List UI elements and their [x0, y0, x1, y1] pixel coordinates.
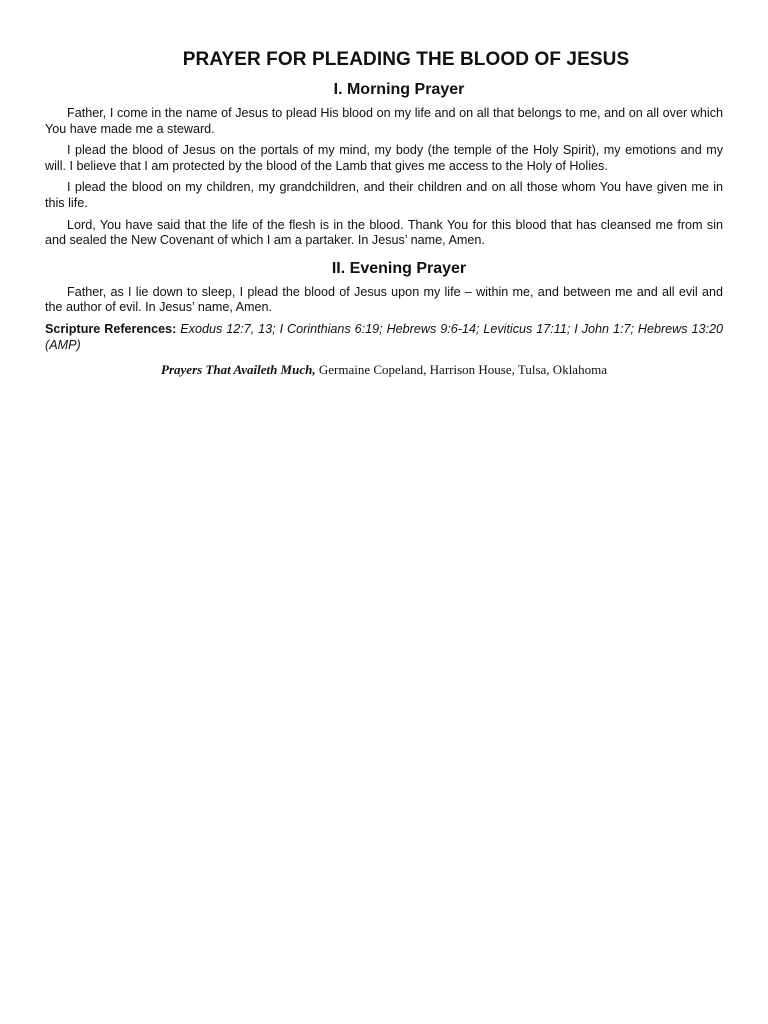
- morning-paragraph: Father, I come in the name of Jesus to plead His blood on my life and on all that belongs to me, and on all over which You have made me a steward.: [45, 106, 723, 136]
- scripture-references: [45, 322, 723, 353]
- morning-paragraph: I plead the blood on my children, my grandchildren, and their children and on all those whom You have given me in this life.: [45, 180, 723, 210]
- morning-paragraph: Lord, You have said that the life of the flesh is in the blood. Thank You for this blood that has cleansed me from sin and sealed the New Covenant of which I am a partaker. In Jesus’ name, Amen.: [45, 217, 723, 248]
- morning-paragraph: I plead the blood of Jesus on the portals of my mind, my body (the temple of the Holy Spirit), my emotions and my will. I believe that I am protected by the blood of the Lamb that gives me access to the Holy of Holies.: [45, 143, 723, 173]
- document-title: PRAYER FOR PLEADING THE BLOOD OF JESUS: [182, 49, 630, 70]
- source-details: Germaine Copeland, Harrison House, Tulsa, Oklahoma: [318, 362, 607, 378]
- section-heading-evening: II. Evening Prayer: [331, 259, 467, 277]
- scripture-references-list: Exodus 12:7, 13; I Corinthians 6:19; Hebrews 9:6-14; Leviticus 17:11; I John 1:7; Hebrews 13:20 (AMP): [45, 321, 724, 352]
- section-heading-morning: I. Morning Prayer: [333, 81, 465, 98]
- source-book-title: Prayers That Availeth Much,: [161, 362, 316, 378]
- scripture-references-label: Scripture References:: [45, 321, 177, 336]
- evening-paragraph: Father, as I lie down to sleep, I plead the blood of Jesus upon my life – within me, and between me and all evil and the author of evil. In Jesus’ name, Amen.: [45, 284, 723, 315]
- source-citation: [45, 362, 723, 378]
- document-page: [45, 0, 723, 378]
